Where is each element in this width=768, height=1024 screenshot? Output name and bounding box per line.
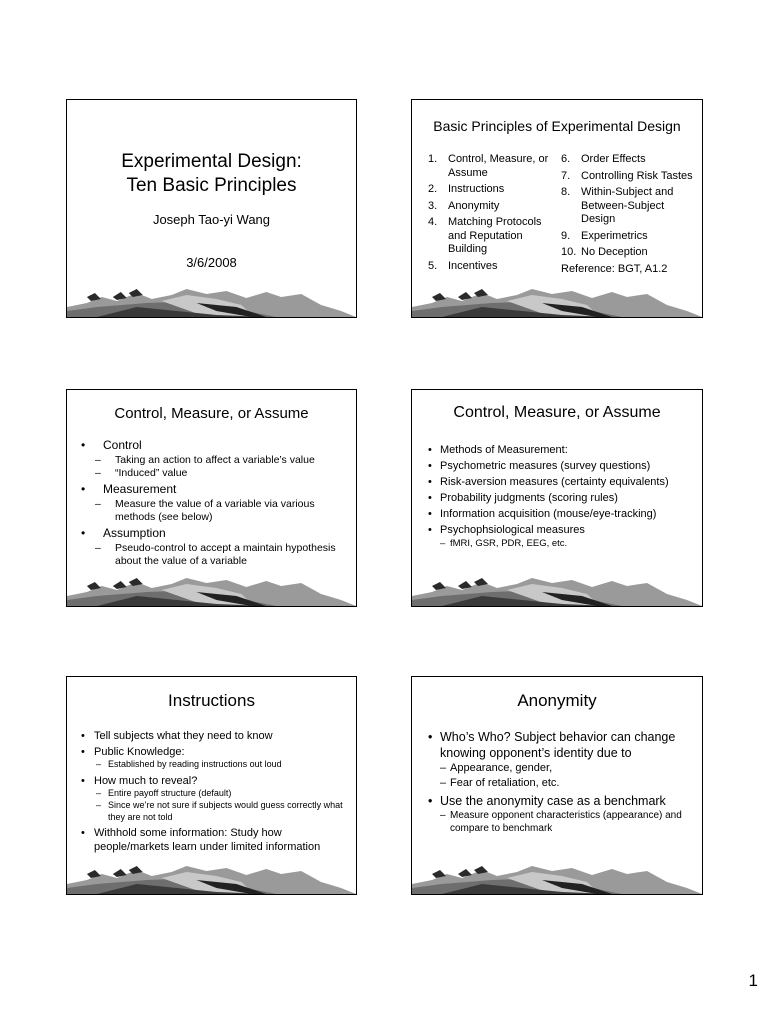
list-item: • Use the anonymity case as a benchmark [428,794,666,808]
reference: Reference: BGT, A1.2 [561,262,668,275]
author: Joseph Tao-yi Wang [152,212,271,227]
list-item: • Control [81,438,142,452]
sub-item: – Measure the value of a variable via various methods (see below) [95,498,315,523]
bullet-list [428,442,700,550]
list-item: • Probability judgments (scoring rules) [428,492,618,504]
mountain-graphic [412,285,702,317]
mountain-graphic [67,574,356,606]
principles-right-list [561,153,699,279]
title-line-2: Ten Basic Principles [126,175,297,196]
list-item: • Information acquisition (mouse/eye-tracking) [428,508,657,520]
mountain-graphic [67,862,356,894]
sub-item: – Taking an action to affect a variable’s value [95,454,315,466]
slide-5 [66,676,357,895]
slide-6 [411,676,703,895]
slide-2-title: Basic Principles of Experimental Design [433,118,681,134]
bullet-list [428,729,700,835]
list-item: 8. Within-Subject and Between-Subject Design [561,186,674,225]
bullet-list [81,438,351,567]
sub-item: – Entire payoff structure (default) [96,787,232,798]
list-item: • Risk-aversion measures (certainty equivalents) [428,476,669,488]
slide-1-title [67,150,356,198]
sub-item: – Established by reading instructions out loud [96,759,282,769]
list-item: 9. Experimetrics [561,229,648,242]
list-item: 3. Anonymity [428,199,500,212]
sub-item: – Appearance, gender, [440,762,553,774]
list-item: • Withhold some information: Study how people/markets learn under limited information [81,827,321,853]
list-item: • Assumption [81,526,166,540]
slide-1 [66,99,357,318]
date: 3/6/2008 [186,255,237,270]
list-item: • Public Knowledge: [81,746,185,758]
list-item: • Tell subjects what they need to know [81,730,273,742]
principles-left-list [428,153,558,276]
list-item: • How much to reveal? [81,774,198,787]
slide-3-title: Control, Measure, or Assume [114,405,309,422]
list-item: 7. Controlling Risk Tastes [561,169,693,182]
sub-item: – fMRI, GSR, PDR, EEG, etc. [440,538,568,549]
mountain-graphic [412,574,702,606]
mountain-graphic [67,285,356,317]
bullet-list [81,729,353,854]
list-item: 4. Matching Protocols and Reputation Building [428,216,542,255]
list-item: 2. Instructions [428,183,505,195]
slide-5-title: Instructions [168,691,255,710]
sub-item: – Pseudo-control to accept a maintain hypothesis about the value of a variable [95,542,336,567]
list-item: 6. Order Effects [561,153,646,165]
slide-3 [66,389,357,607]
list-item: • Who’s Who? Subject behavior can change knowing opponent’s identity due to [428,730,676,760]
list-item: • Methods of Measurement: [428,444,568,456]
sub-item: – Measure opponent characteristics (appearance) and compare to benchmark [440,810,682,834]
slide-2 [411,99,703,318]
slide-6-title: Anonymity [517,691,597,710]
list-item: 10. No Deception [561,246,648,258]
mountain-graphic [412,862,702,894]
sub-item: – “Induced” value [95,466,188,479]
list-item: 5. Incentives [428,259,498,272]
sub-item: – Since we’re not sure if subjects would guess correctly what they are not told [96,800,343,822]
slide-4 [411,389,703,607]
title-line-1: Experimental Design: [121,151,302,172]
slide-4-title: Control, Measure, or Assume [453,404,661,421]
list-item: • Psychophsiological measures [428,524,585,536]
page-number: 1 [748,971,758,990]
sub-item: – Fear of retaliation, etc. [440,777,560,789]
list-item: • Measurement [81,482,177,496]
list-item: 1. Control, Measure, or Assume [428,153,549,179]
list-item: • Psychometric measures (survey questions) [428,460,651,472]
